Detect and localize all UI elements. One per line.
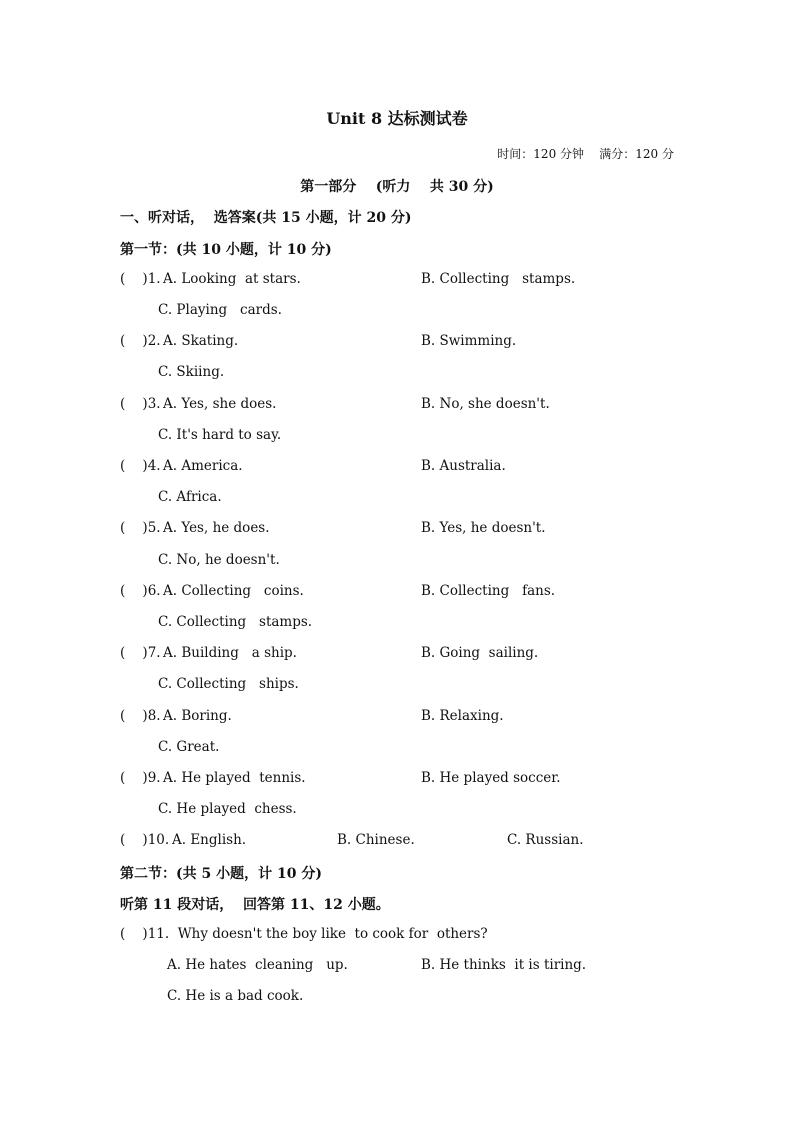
question-1-option-b: B. Collecting stamps. <box>421 271 576 287</box>
dialogue-instruction: 听第 11 段对话， 回答第 11、12 小题。 <box>120 897 390 913</box>
question-9-option-a: A. He played tennis. <box>163 770 306 786</box>
subsection-heading-2: 第二节：(共 5 小题，计 10 分) <box>120 866 322 882</box>
question-1-option-a: A. Looking at stars. <box>163 271 301 287</box>
question-6-option-c: C. Collecting stamps. <box>158 614 313 630</box>
question-11-option-c: C. He is a bad cook. <box>167 988 304 1004</box>
question-4-option-b: B. Australia. <box>421 458 506 474</box>
question-7-option-c: C. Collecting ships. <box>158 676 299 692</box>
question-5-prefix: ( )5. <box>120 520 161 536</box>
part-title: 第一部分 (听力 共 30 分) <box>300 179 494 195</box>
question-6-option-b: B. Collecting fans. <box>421 583 556 599</box>
section-heading: 一、听对话， 选答案(共 15 小题，计 20 分) <box>120 210 412 226</box>
question-7-option-b: B. Going sailing. <box>421 645 539 661</box>
question-4-prefix: ( )4. <box>120 458 161 474</box>
question-1-prefix: ( )1. <box>120 271 161 287</box>
question-2-prefix: ( )2. <box>120 333 161 349</box>
subsection-heading-1: 第一节：(共 10 小题，计 10 分) <box>120 242 332 258</box>
question-11-option-b: B. He thinks it is tiring. <box>421 957 587 973</box>
question-10-option-b: B. Chinese. <box>337 832 415 848</box>
exam-title: Unit 8 达标测试卷 <box>326 109 468 128</box>
exam-meta: 时间：120 分钟 满分：120 分 <box>497 147 674 161</box>
question-9-prefix: ( )9. <box>120 770 161 786</box>
question-11-stem: ( )11. Why doesn't the boy like to cook for others? <box>120 926 488 942</box>
question-3-option-c: C. It's hard to say. <box>158 427 282 443</box>
question-5-option-b: B. Yes, he doesn't. <box>421 520 546 536</box>
question-8-option-b: B. Relaxing. <box>421 708 504 724</box>
question-10-option-c: C. Russian. <box>507 832 584 848</box>
question-11-option-a: A. He hates cleaning up. <box>167 957 348 973</box>
question-9-option-c: C. He played chess. <box>158 801 297 817</box>
question-2-option-a: A. Skating. <box>163 333 239 349</box>
question-2-option-b: B. Swimming. <box>421 333 517 349</box>
question-10-option-a: A. English. <box>172 832 247 848</box>
question-10-prefix: ( )10. <box>120 832 170 848</box>
question-2-option-c: C. Skiing. <box>158 364 225 380</box>
question-8-prefix: ( )8. <box>120 708 161 724</box>
question-7-option-a: A. Building a ship. <box>163 645 297 661</box>
question-4-option-c: C. Africa. <box>158 489 222 505</box>
question-3-option-a: A. Yes, she does. <box>163 396 277 412</box>
question-5-option-c: C. No, he doesn't. <box>158 552 280 568</box>
question-8-option-c: C. Great. <box>158 739 220 755</box>
question-6-option-a: A. Collecting coins. <box>163 583 304 599</box>
question-4-option-a: A. America. <box>163 458 243 474</box>
question-3-prefix: ( )3. <box>120 396 161 412</box>
question-8-option-a: A. Boring. <box>163 708 232 724</box>
question-7-prefix: ( )7. <box>120 645 161 661</box>
question-6-prefix: ( )6. <box>120 583 161 599</box>
question-9-option-b: B. He played soccer. <box>421 770 561 786</box>
question-3-option-b: B. No, she doesn't. <box>421 396 550 412</box>
question-5-option-a: A. Yes, he does. <box>163 520 270 536</box>
question-1-option-c: C. Playing cards. <box>158 302 282 318</box>
